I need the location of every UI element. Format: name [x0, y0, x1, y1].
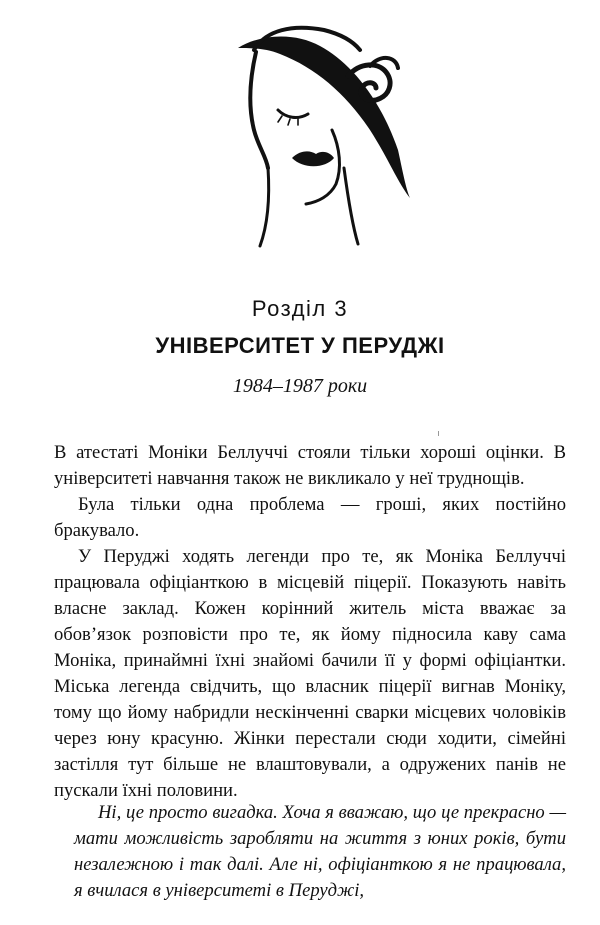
- paragraph: В атестаті Моніки Беллуччі стояли тільки хороші оцінки. В університеті навчання також не викликало у неї труднощів.: [54, 442, 566, 489]
- quote-paragraph: Ні, це просто вигадка. Хоча я вважаю, що це прекрасно — мати можливість заробляти на життя з юних років, бути незалежною і так далі. Але ні, офіціанткою я не працювала, я вчилася в університеті в Перуджі,: [74, 802, 566, 901]
- lips: [292, 151, 334, 166]
- paragraph: У Перуджі ходять легенди про те, як Моніка Беллуччі працювала офіціанткою в місцевій піцерії. Показують навіть власне заклад. Кожен корінний житель міста вважає за обов’язок розповісти про те, як йому підносила каву сама Моніка, принаймні їхні знайомі бачили її у формі офіціантки. Міська легенда свідчить, що власник піцерії вигнав Моніку, тому що йому набридли нескінченні сварки місцевих чоловіків через юну красуню. Жінки перестали сюди ходити, сімейні застілля тут більше не влаштовували, а одружених панів не пускали їхні половини.: [54, 546, 566, 801]
- face-contour: [306, 130, 339, 204]
- woman-in-hat-illustration: [220, 18, 420, 253]
- paragraph: Була тільки одна проблема — гроші, яких постійно бракувало.: [54, 494, 566, 541]
- stray-mark: [438, 431, 439, 436]
- quote-block: [74, 800, 566, 904]
- hair: [250, 52, 268, 168]
- chapter-years: 1984–1987 роки: [232, 375, 368, 397]
- neck: [260, 168, 269, 246]
- body-text: [54, 440, 566, 804]
- hat-brim: [238, 36, 410, 198]
- chapter-title: УНІВЕРСИТЕТ У ПЕРУДЖІ: [155, 333, 445, 358]
- chapter-label: Розділ 3: [251, 296, 349, 321]
